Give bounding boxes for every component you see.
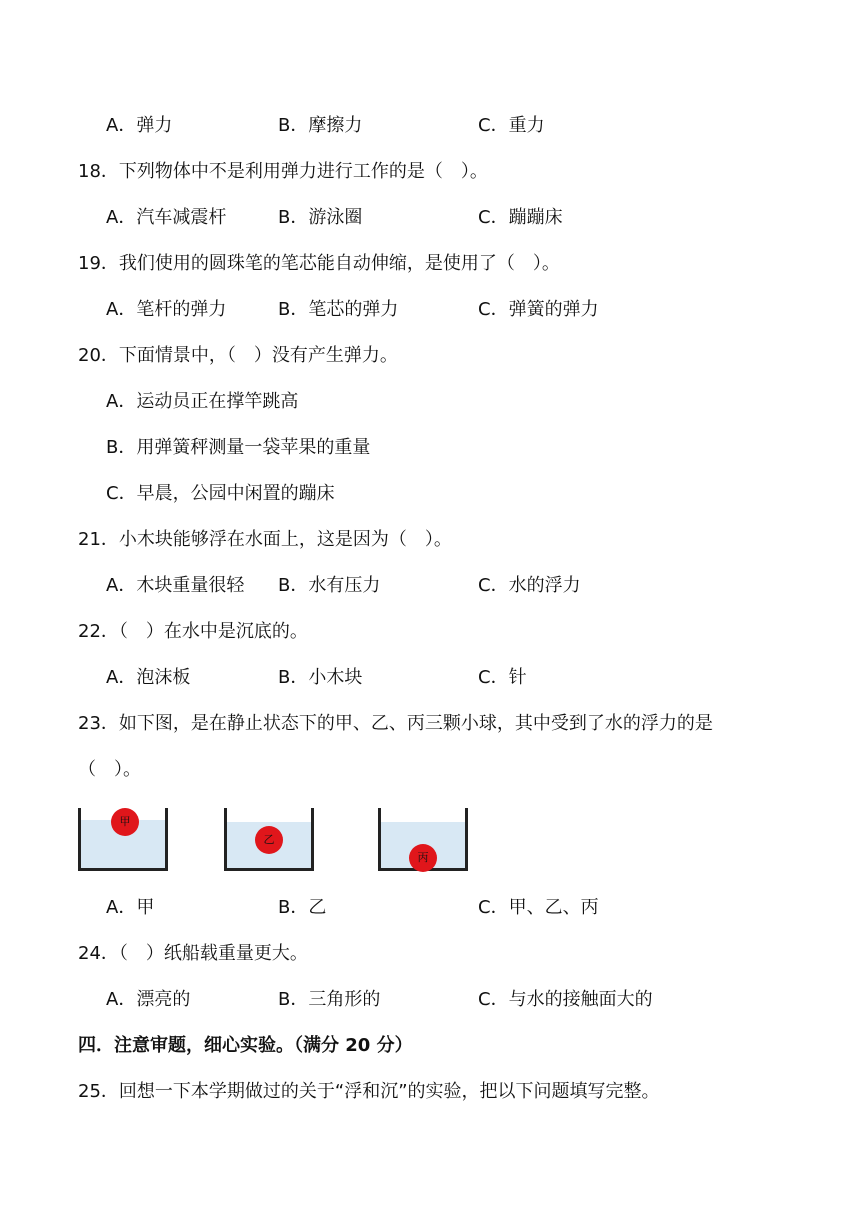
q24-option-a[interactable]: A．漂亮的 xyxy=(106,989,191,1010)
q24-option-c[interactable]: C．与水的接触面大的 xyxy=(478,989,653,1010)
q20-option-b[interactable]: B．用弹簧秤测量一袋苹果的重量 xyxy=(106,437,371,458)
ball-yi: 乙 xyxy=(255,826,283,854)
q17-option-b[interactable]: B．摩擦力 xyxy=(278,115,363,136)
q18-option-a[interactable]: A．汽车减震杆 xyxy=(106,207,227,228)
ball-bing: 丙 xyxy=(409,844,437,872)
q19-text: 19．我们使用的圆珠笔的笔芯能自动伸缩，是使用了（ ）。 xyxy=(78,253,560,274)
q19-option-b[interactable]: B．笔芯的弹力 xyxy=(278,299,399,320)
q19-option-c[interactable]: C．弹簧的弹力 xyxy=(478,299,599,320)
q23-option-c[interactable]: C．甲、乙、丙 xyxy=(478,897,599,918)
q22-option-b[interactable]: B．小木块 xyxy=(278,667,363,688)
q19-option-a[interactable]: A．笔杆的弹力 xyxy=(106,299,227,320)
ball-jia: 甲 xyxy=(111,808,139,836)
beaker-yi xyxy=(224,808,314,871)
q20-text: 20．下面情景中，（ ）没有产生弹力。 xyxy=(78,345,398,366)
q24-option-b[interactable]: B．三角形的 xyxy=(278,989,381,1010)
beaker-jia xyxy=(78,808,168,871)
q18-text: 18．下列物体中不是利用弹力进行工作的是（ ）。 xyxy=(78,161,488,182)
q23-text: 23．如下图，是在静止状态下的甲、乙、丙三颗小球，其中受到了水的浮力的是 xyxy=(78,713,713,734)
q25-text: 25．回想一下本学期做过的关于“浮和沉”的实验，把以下问题填写完整。 xyxy=(78,1081,660,1102)
q22-text: 22．（ ）在水中是沉底的。 xyxy=(78,621,308,642)
q18-option-b[interactable]: B．游泳圈 xyxy=(278,207,363,228)
q20-option-c[interactable]: C．早晨，公园中闲置的蹦床 xyxy=(106,483,335,504)
q23-option-b[interactable]: B．乙 xyxy=(278,897,327,918)
q21-option-b[interactable]: B．水有压力 xyxy=(278,575,381,596)
section-4-title: 四．注意审题，细心实验。（满分 20 分） xyxy=(78,1035,413,1056)
q24-text: 24．（ ）纸船载重量更大。 xyxy=(78,943,308,964)
q23-option-a[interactable]: A．甲 xyxy=(106,897,155,918)
q21-option-a[interactable]: A．木块重量很轻 xyxy=(106,575,245,596)
beaker-bing xyxy=(378,808,468,871)
q22-option-c[interactable]: C．针 xyxy=(478,667,527,688)
q18-option-c[interactable]: C．蹦蹦床 xyxy=(478,207,563,228)
q20-option-a[interactable]: A．运动员正在撑竿跳高 xyxy=(106,391,299,412)
q23-text-cont: （ ）。 xyxy=(78,759,141,780)
q22-option-a[interactable]: A．泡沫板 xyxy=(106,667,191,688)
q17-option-a[interactable]: A．弹力 xyxy=(106,115,173,136)
q17-option-c[interactable]: C．重力 xyxy=(478,115,545,136)
q21-option-c[interactable]: C．水的浮力 xyxy=(478,575,581,596)
q21-text: 21．小木块能够浮在水面上，这是因为（ ）。 xyxy=(78,529,452,550)
